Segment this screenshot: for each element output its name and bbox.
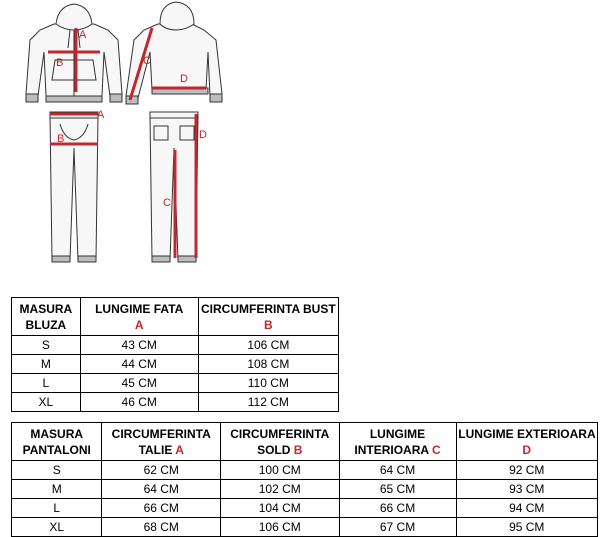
header-inseam: LUNGIME INTERIOARA C bbox=[339, 423, 456, 461]
value-cell: 106 CM bbox=[198, 336, 338, 355]
value-cell: 64 CM bbox=[339, 461, 456, 480]
size-cell: L bbox=[12, 499, 102, 518]
size-cell: S bbox=[12, 336, 81, 355]
size-cell: XL bbox=[12, 393, 81, 412]
table-header-row bbox=[12, 423, 598, 461]
value-cell: 45 CM bbox=[80, 374, 198, 393]
header-bust: CIRCUMFERINTA BUST B bbox=[198, 298, 338, 336]
header-front-length: LUNGIME FATA A bbox=[80, 298, 198, 336]
value-cell: 106 CM bbox=[221, 518, 340, 537]
label-a-hoodie: A bbox=[79, 29, 87, 41]
table-row bbox=[12, 355, 339, 374]
header-size: MASURA BLUZA bbox=[12, 298, 81, 336]
table-row bbox=[12, 499, 598, 518]
value-cell: 66 CM bbox=[339, 499, 456, 518]
value-cell: 68 CM bbox=[102, 518, 221, 537]
table-header-row bbox=[12, 298, 339, 336]
value-cell: 43 CM bbox=[80, 336, 198, 355]
table-row bbox=[12, 393, 339, 412]
label-a-pants: A bbox=[97, 109, 105, 121]
value-cell: 102 CM bbox=[221, 480, 340, 499]
pantaloni-size-table bbox=[11, 422, 598, 537]
value-cell: 44 CM bbox=[80, 355, 198, 374]
value-cell: 92 CM bbox=[456, 461, 598, 480]
value-cell: 110 CM bbox=[198, 374, 338, 393]
value-cell: 62 CM bbox=[102, 461, 221, 480]
table-row bbox=[12, 480, 598, 499]
size-cell: M bbox=[12, 355, 81, 374]
bluza-size-table bbox=[11, 297, 339, 412]
size-cell: S bbox=[12, 461, 102, 480]
value-cell: 64 CM bbox=[102, 480, 221, 499]
header-size: MASURA PANTALONI bbox=[12, 423, 102, 461]
label-b-hoodie: B bbox=[56, 57, 64, 69]
size-cell: M bbox=[12, 480, 102, 499]
table-row bbox=[12, 336, 339, 355]
label-b-pants: B bbox=[57, 133, 65, 145]
label-d-pants: D bbox=[199, 129, 207, 141]
value-cell: 108 CM bbox=[198, 355, 338, 374]
size-cell: L bbox=[12, 374, 81, 393]
value-cell: 100 CM bbox=[221, 461, 340, 480]
table-row bbox=[12, 518, 598, 537]
value-cell: 94 CM bbox=[456, 499, 598, 518]
value-cell: 65 CM bbox=[339, 480, 456, 499]
value-cell: 67 CM bbox=[339, 518, 456, 537]
table-row bbox=[12, 461, 598, 480]
label-c-pants: C bbox=[163, 197, 171, 209]
label-c-hoodie: C bbox=[143, 55, 151, 67]
label-d-hoodie: D bbox=[180, 73, 188, 85]
size-cell: XL bbox=[12, 518, 102, 537]
value-cell: 104 CM bbox=[221, 499, 340, 518]
header-waist: CIRCUMFERINTA TALIE A bbox=[102, 423, 221, 461]
value-cell: 66 CM bbox=[102, 499, 221, 518]
header-outseam: LUNGIME EXTERIOARA D bbox=[456, 423, 598, 461]
table-row bbox=[12, 374, 339, 393]
value-cell: 93 CM bbox=[456, 480, 598, 499]
value-cell: 46 CM bbox=[80, 393, 198, 412]
header-hip: CIRCUMFERINTA SOLD B bbox=[221, 423, 340, 461]
value-cell: 112 CM bbox=[198, 393, 338, 412]
value-cell: 95 CM bbox=[456, 518, 598, 537]
